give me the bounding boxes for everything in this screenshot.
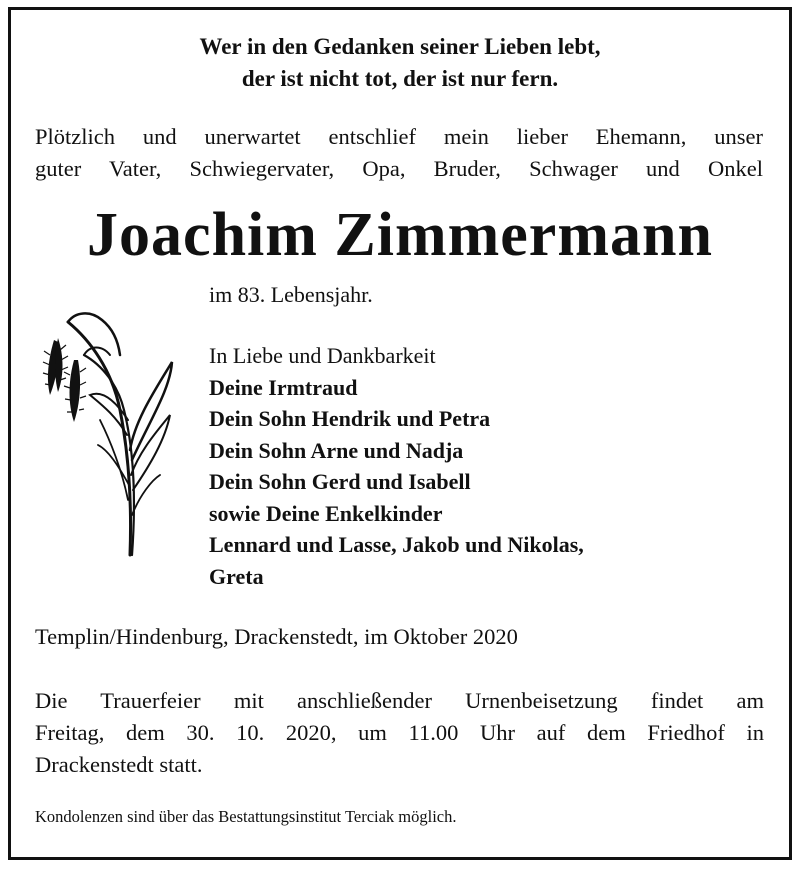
funeral-line-3: Drackenstedt statt. [35, 752, 203, 777]
mourner-line: Lennard und Lasse, Jakob und Nikolas, [209, 532, 584, 557]
mourners-greeting: In Liebe und Dankbarkeit [209, 343, 436, 368]
condolence-note: Kondolenzen sind über das Bestattungsinstitut Terciak möglich. [35, 807, 457, 826]
funeral-details [35, 685, 764, 781]
intro-line-2: guter Vater, Schwiegervater, Opa, Bruder, Schwager und Onkel [35, 156, 763, 181]
intro-text [35, 121, 763, 185]
motto-line-2: der ist nicht tot, der ist nur fern. [241, 66, 559, 91]
funeral-line-1: Die Trauerfeier mit anschließender Urnenbeisetzung findet am [35, 688, 764, 713]
intro-line-1: Plötzlich und unerwartet entschlief mein lieber Ehemann, unser [35, 124, 763, 149]
motto [0, 31, 800, 95]
mourners-block [209, 340, 584, 592]
motto-line-1: Wer in den Gedanken seiner Lieben lebt, [199, 34, 601, 59]
mourner-line: Dein Sohn Arne und Nadja [209, 437, 464, 463]
wheat-grass-icon [40, 300, 190, 565]
mourner-line: Dein Sohn Hendrik und Petra [209, 406, 491, 431]
place-date: Templin/Hindenburg, Drackenstedt, im Oktober 2020 [35, 624, 518, 649]
mourner-line: Dein Sohn Gerd und Isabell [209, 469, 471, 494]
deceased-name: Joachim Zimmermann [87, 201, 713, 269]
funeral-line-2: Freitag, dem 30. 10. 2020, um 11.00 Uhr auf dem Friedhof in [35, 720, 764, 745]
mourner-line: Deine Irmtraud [209, 374, 358, 400]
mourner-line: sowie Deine Enkelkinder [209, 500, 443, 526]
mourner-line: Greta [209, 563, 264, 589]
age-text: im 83. Lebensjahr. [209, 282, 373, 307]
